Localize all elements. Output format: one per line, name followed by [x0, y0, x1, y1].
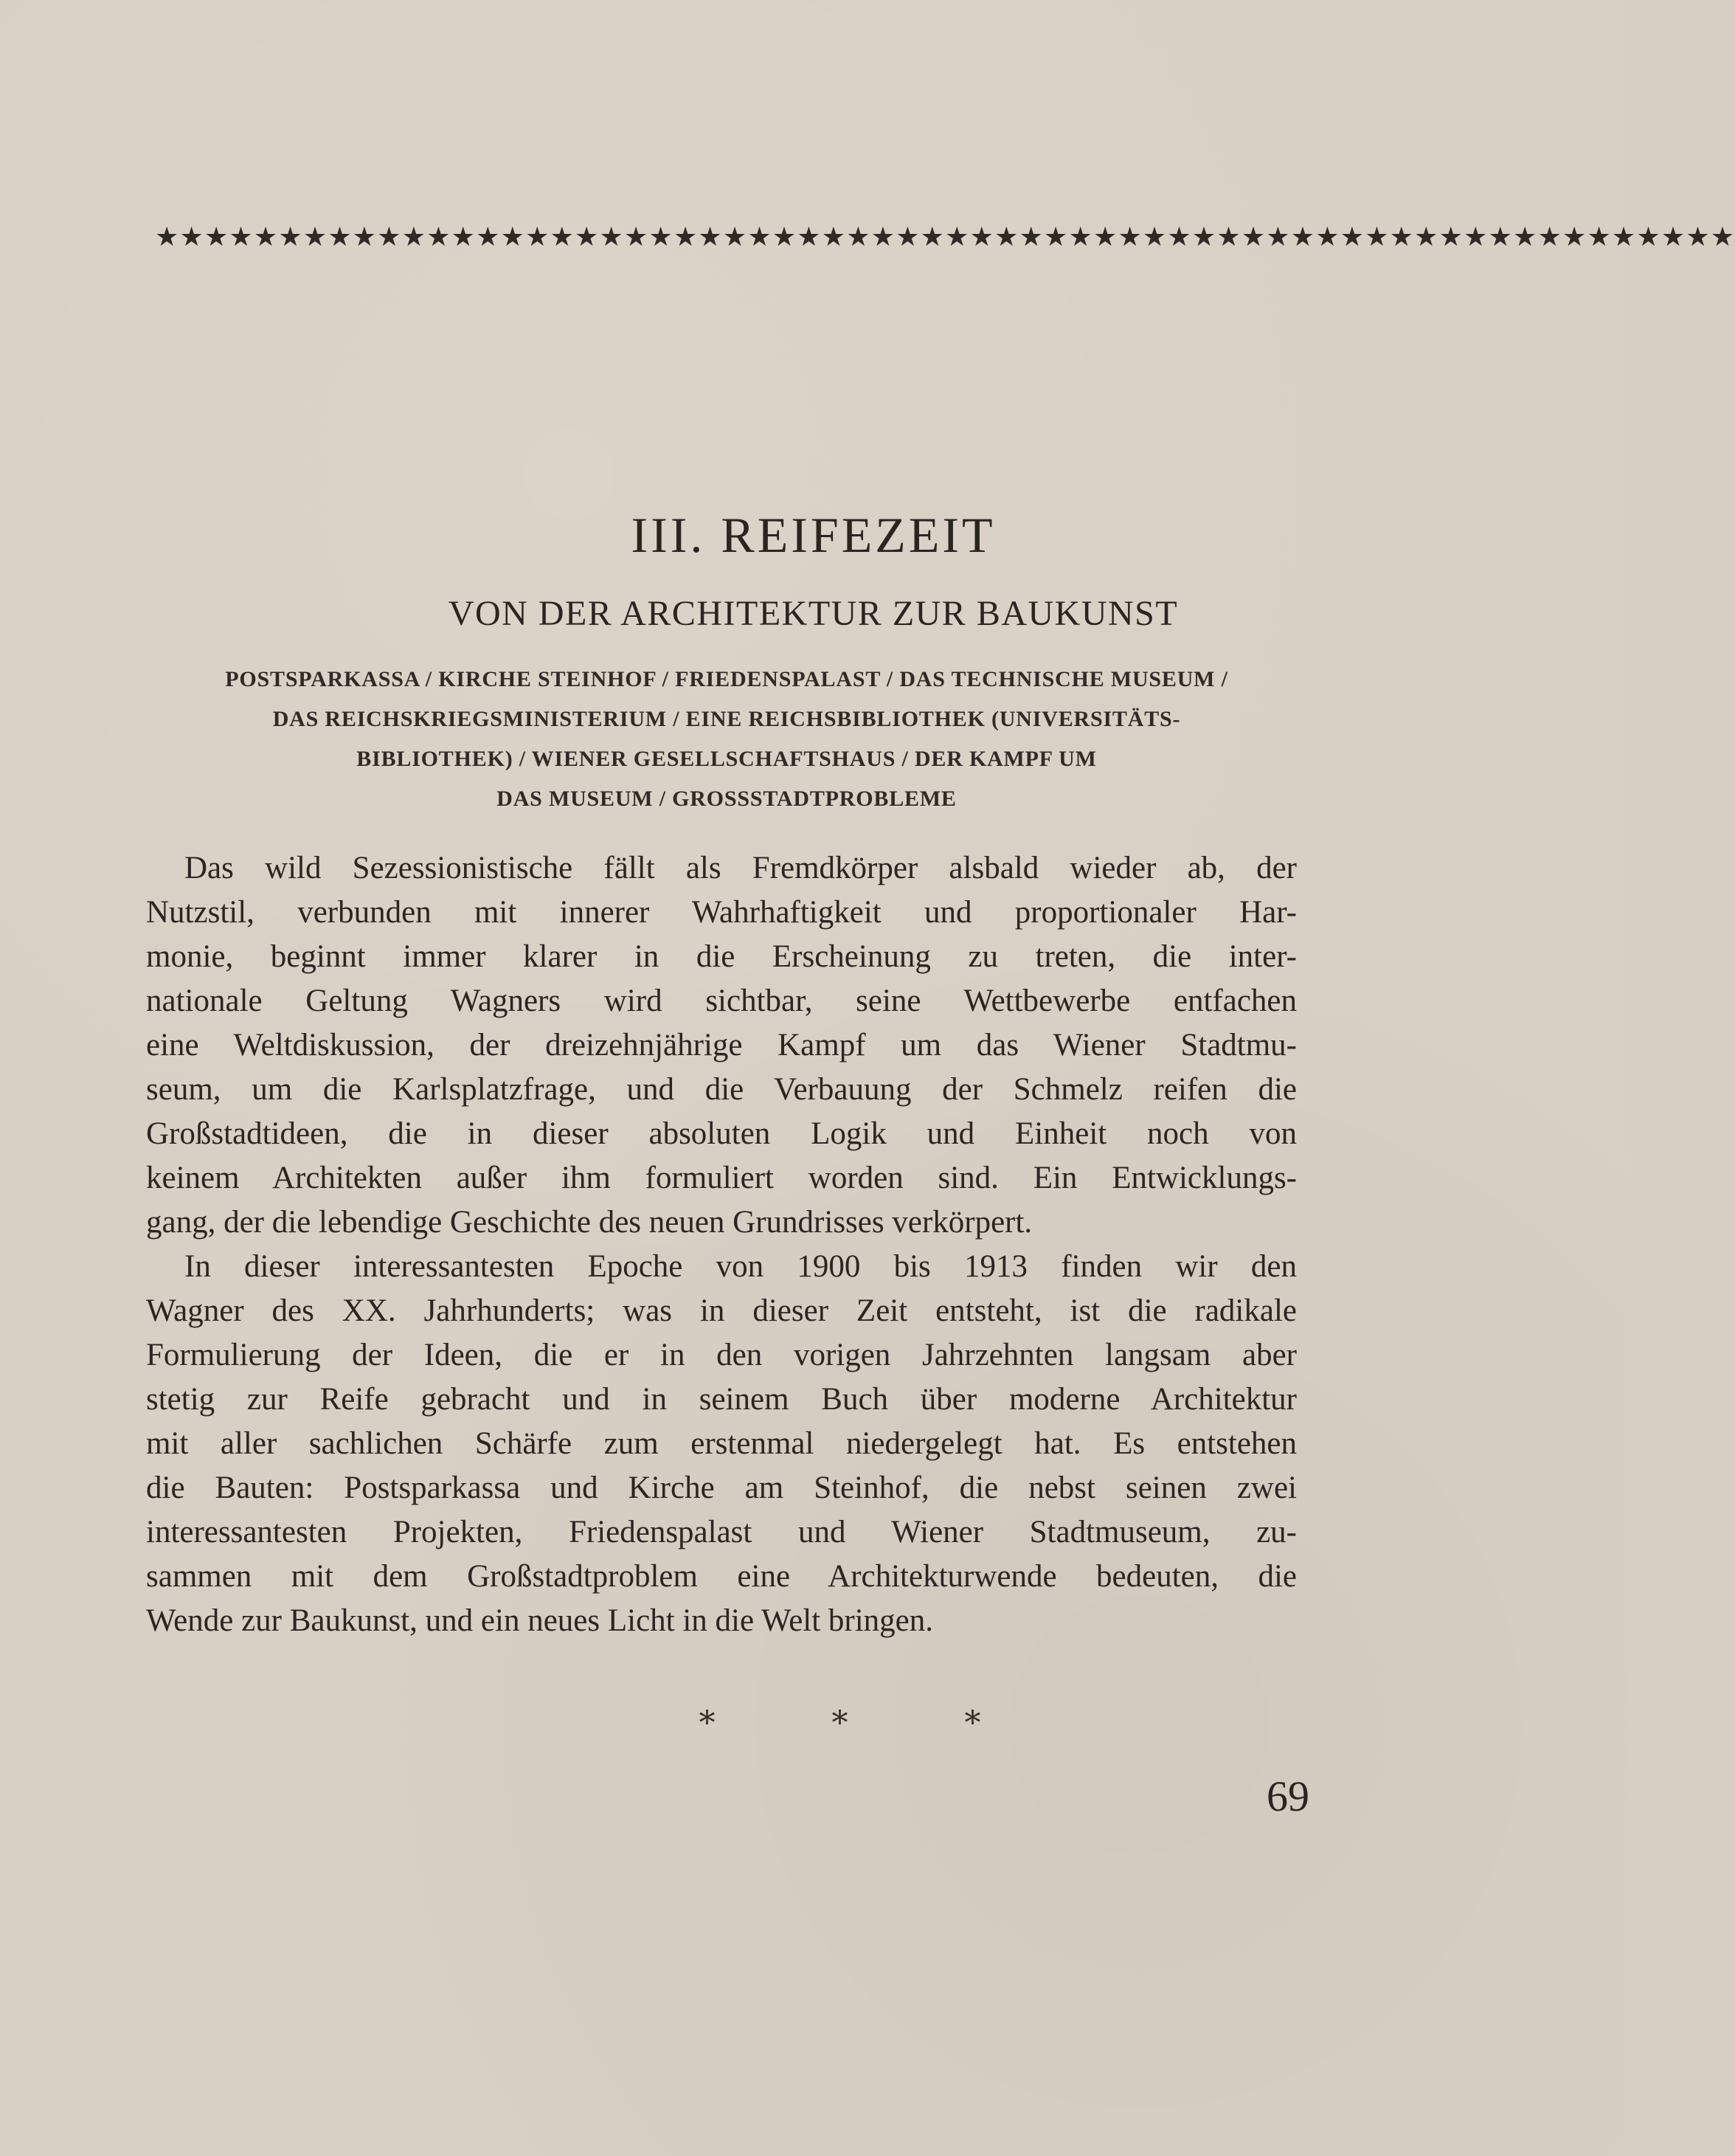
text-line: interessantesten Projekten, Friedenspalast und Wiener Stadtmuseum, zu-: [146, 1515, 1297, 1549]
text-line: monie, beginnt immer klarer in die Erscheinung zu treten, die inter-: [146, 939, 1297, 974]
text-line: Wende zur Baukunst, und ein neues Licht in die Welt bringen.: [146, 1603, 934, 1638]
text-line: Nutzstil, verbunden mit innerer Wahrhaftigkeit und proportionaler Har-: [146, 895, 1297, 930]
text-line: sammen mit dem Großstadtproblem eine Architekturwende bedeuten, die: [146, 1559, 1297, 1594]
text-line: stetig zur Reife gebracht und in seinem Buch über moderne Architektur: [146, 1382, 1297, 1417]
text-line: gang, der die lebendige Geschichte des neuen Grundrisses verkörpert.: [146, 1205, 1033, 1240]
text-line: keinem Architekten außer ihm formuliert worden sind. Ein Entwicklungs-: [146, 1161, 1297, 1195]
page-number: 69: [1267, 1772, 1309, 1820]
section-break-asterisks: * * *: [699, 1704, 1034, 1742]
paragraph-1: [146, 846, 1297, 1245]
contents-line: DAS MUSEUM / GROSSSTADTPROBLEME: [496, 787, 957, 811]
text-line: die Bauten: Postsparkassa und Kirche am Steinhof, die nebst seinen zwei: [146, 1471, 1297, 1505]
chapter-title: III. REIFEZEIT: [631, 507, 996, 563]
text-line: eine Weltdiskussion, der dreizehnjährige Kampf um das Wiener Stadtmu-: [146, 1028, 1297, 1063]
contents-line: BIBLIOTHEK) / WIENER GESELLSCHAFTSHAUS / DER KAMPF UM: [356, 747, 1097, 771]
text-line: Großstadtideen, die in dieser absoluten Logik und Einheit noch von: [146, 1116, 1297, 1151]
text-line: In dieser interessantesten Epoche von 1900 bis 1913 finden wir den: [184, 1249, 1297, 1284]
text-line: mit aller sachlichen Schärfe zum erstenmal niedergelegt hat. Es entstehen: [146, 1426, 1297, 1461]
text-line: Formulierung der Ideen, die er in den vorigen Jahrzehnten langsam aber: [146, 1338, 1297, 1372]
paragraph-2: [146, 1245, 1297, 1643]
contents-line: DAS REICHSKRIEGSMINISTERIUM / EINE REICHSBIBLIOTHEK (UNIVERSITÄTS-: [272, 707, 1181, 731]
chapter-body-text: [146, 846, 1297, 1643]
chapter-subtitle: VON DER ARCHITEKTUR ZUR BAUKUNST: [448, 594, 1179, 633]
text-line: Wagner des XX. Jahrhunderts; was in dieser Zeit entsteht, ist die radikale: [146, 1293, 1297, 1328]
text-line: Das wild Sezessionistische fällt als Fremdkörper alsbald wieder ab, der: [184, 851, 1297, 885]
top-star-border: ★★★★★★★★★★★★★★★★★★★★★★★★★★★★★★★★★★★★★★★★★★★★★★★★★★★★★★★★★★★★★★★★: [155, 222, 1735, 252]
contents-line: POSTSPARKASSA / KIRCHE STEINHOF / FRIEDENSPALAST / DAS TECHNISCHE MUSEUM /: [225, 667, 1228, 691]
text-line: nationale Geltung Wagners wird sichtbar, seine Wettbewerbe entfachen: [146, 984, 1297, 1018]
chapter-contents-summary: [151, 660, 1302, 819]
text-line: seum, um die Karlsplatzfrage, und die Verbauung der Schmelz reifen die: [146, 1072, 1297, 1107]
